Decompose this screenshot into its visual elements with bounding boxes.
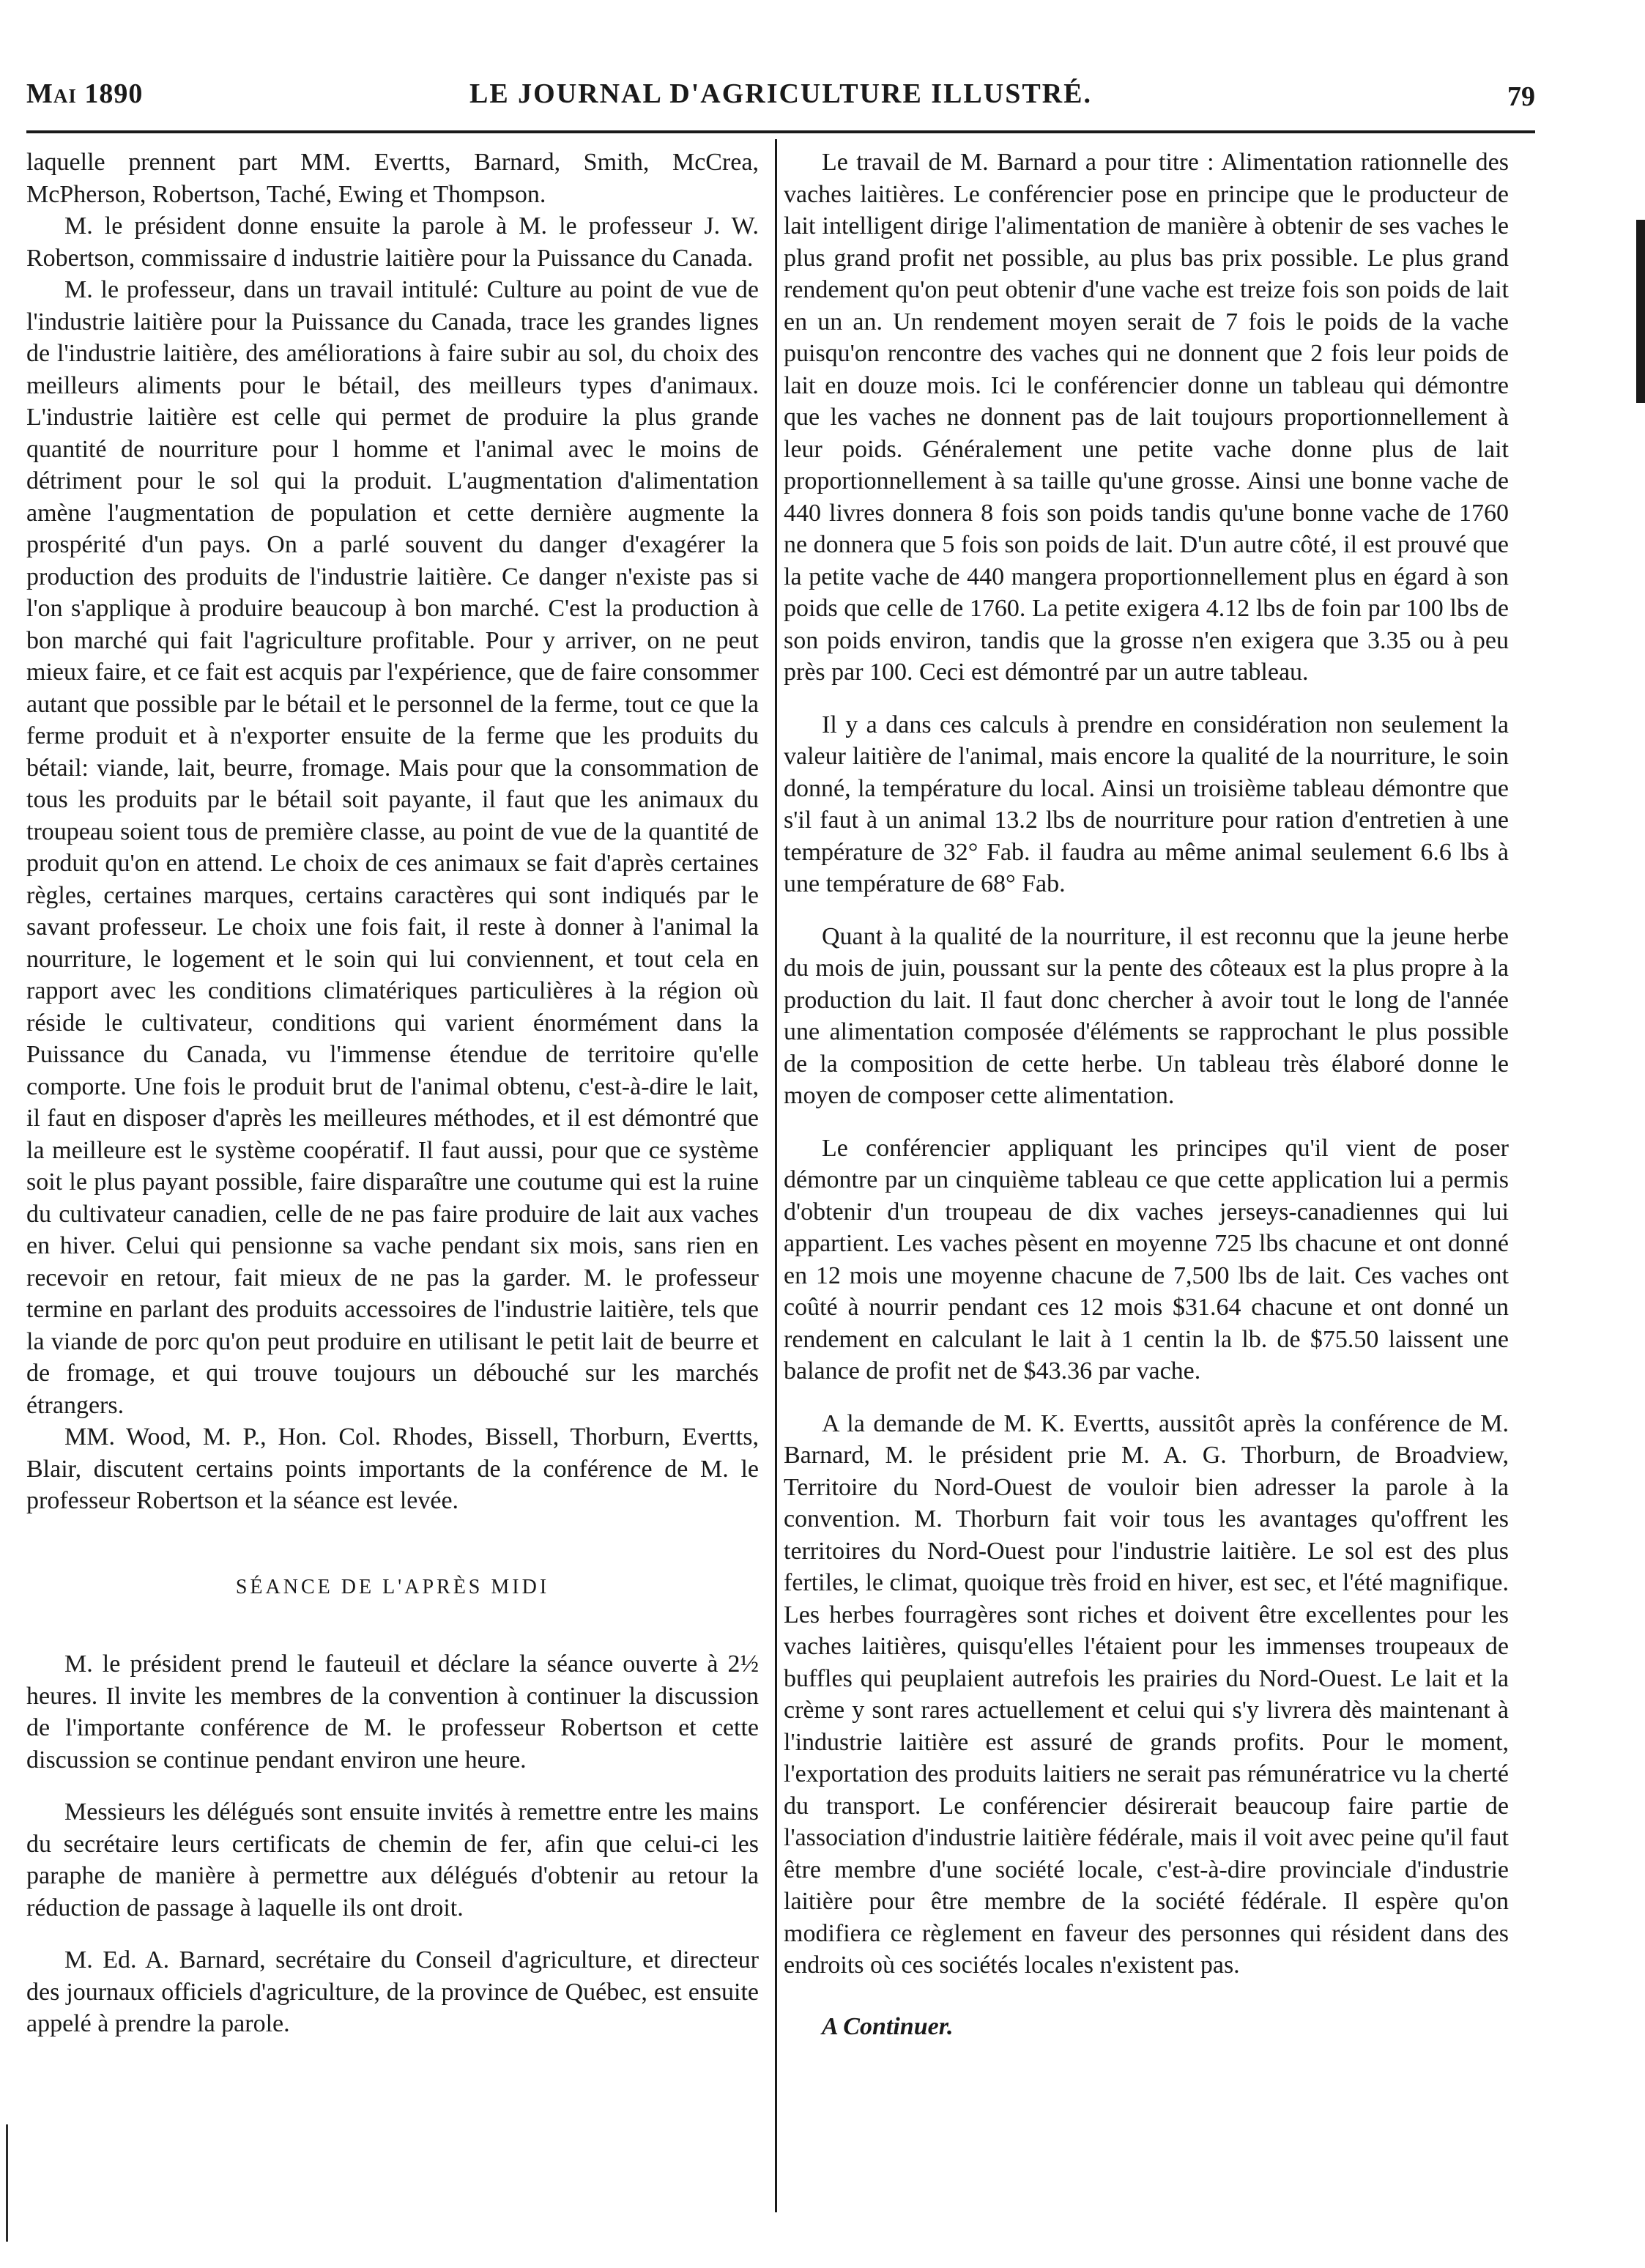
paragraph: M. le président prend le fauteuil et déclare la séance ouverte à 2½ heures. Il invite les membres de la convention à continuer la discussion de l'importante conférence de M. le professeur Robertson et cette discussion se continue pendant environ une heure. <box>26 1650 759 1774</box>
journal-title: LE JOURNAL D'AGRICULTURE ILLUSTRÉ. <box>469 78 1092 109</box>
paragraph: MM. Wood, M. P., Hon. Col. Rhodes, Bissell, Thorburn, Evertts, Blair, discutent certains points importants de la conférence de M. le professeur Robertson et la séance est levée. <box>26 1423 759 1514</box>
margin-mark <box>1636 220 1645 403</box>
paragraph: A la demande de M. K. Evertts, aussitôt après la conférence de M. Barnard, M. le président prie M. A. G. Thorburn, de Broadview, Territoire du Nord-Ouest de vouloir bien adresser la parole à la convention. M. Thorburn fait voir tous les avantages qu'offrent les territoires du Nord-Ouest pour l'industrie laitière. Le sol est des plus fertiles, le climat, quoique très froid en hiver, est sec, et l'été magnifique. Les herbes fourragères sont riches et doivent être excellentes pour les vaches laitières, quisqu'elles l'étaient pour les immenses troupeaux de buffles qui peuplaient autrefois les prairies du Nord-Ouest. Le lait et la crème y sont rares actuellement et celui qui s'y livrera dès maintenant à l'industrie laitière est assuré de grands profits. Pour le moment, l'exportation des produits laitiers ne serait pas rémunératrice vu la cherté du transport. Le conférencier désirerait beaucoup faire partie de l'association d'industrie laitière fédérale, mais il voit avec peine qu'il faut être membre d'une société locale, c'est-à-dire provinciale d'industrie laitière pour être membre de la société fédérale. Il espère qu'on modifiera ce règlement en faveur des personnes qui résident dans des endroits où ces sociétés locales n'existent pas. <box>784 1409 1509 1979</box>
paragraph: Le travail de M. Barnard a pour titre : Alimentation rationnelle des vaches laitières. Le conférencier pose en principe que le producteur de lait intelligent dirige l'alimentation de manière à obtenir de ses vaches le plus grand profit net possible, au plus bas prix possible. Le plus grand rendement qu'on peut obtenir d'une vache est treize fois son poids de lait en un an. Un rendement moyen serait de 7 fois le poids de la vache puisqu'on rencontre des vaches qui ne donnent que 2 fois leur poids de lait en douze mois. Ici le conférencier donne un tableau qui démontre que les vaches ne donnent pas de lait toujours proportionnellement à leur poids. Généralement une petite vache donne plus de lait proportionnellement à sa taille qu'une grosse. Ainsi une bonne vache de 440 livres donnera 8 fois son poids tandis qu'une bonne vache de 1760 ne donnera que 5 fois son poids de lait. D'un autre côté, il est prouvé que la petite vache de 440 mangera proportionnellement plus en égard à son poids que celle de 1760. La petite exigera 4.12 lbs de foin par 100 lbs de son poids environ, tandis que la grosse n'en exigera que 3.35 ou à peu près par 100. Ceci est démontré par un autre tableau. <box>784 149 1509 686</box>
section-heading: SÉANCE DE L'APRÈS MIDI <box>235 1575 550 1598</box>
header-date: Mai 1890 <box>26 78 144 109</box>
paragraph: M. le président donne ensuite la parole à M. le professeur J. W. Robertson, commissaire d industrie laitière pour la Puissance du Canada. <box>26 212 759 272</box>
edge-mark <box>6 2124 8 2242</box>
column-divider <box>775 139 777 2212</box>
right-column <box>784 147 1509 2042</box>
paragraph: Messieurs les délégués sont ensuite invités à remettre entre les mains du secrétaire leurs certificats de chemin de fer, afin que celui-ci les paraphe de manière à permettre aux délégués d'obtenir au retour la réduction de passage à laquelle ils ont droit. <box>26 1798 759 1922</box>
paragraph: M. Ed. A. Barnard, secrétaire du Conseil d'agriculture, et directeur des journaux officiels d'agriculture, de la province de Québec, est ensuite appelé à prendre la parole. <box>26 1946 759 2037</box>
continuation-note: A Continuer. <box>822 2012 954 2040</box>
page-number: 79 <box>1507 81 1535 112</box>
paragraph: Il y a dans ces calculs à prendre en considération non seulement la valeur laitière de l'animal, mais encore la qualité de la nourriture, le soin donné, la température du local. Ainsi un troisième tableau démontre que s'il faut à un animal 13.2 lbs de nourriture pour ration d'entretien à une température de 32° Fab. il faudra au même animal seulement 6.6 lbs à une température de 68° Fab. <box>784 711 1509 897</box>
paragraph: Quant à la qualité de la nourriture, il est reconnu que la jeune herbe du mois de juin, poussant sur la pente des côteaux est la plus propre à la production du lait. Il faut donc chercher à avoir tout le long de l'année une alimentation composée d'éléments se rapprochant le plus possible de la composition de cette herbe. Un tableau très élaboré donne le moyen de composer cette alimentation. <box>784 922 1509 1109</box>
paragraph: M. le professeur, dans un travail intitulé: Culture au point de vue de l'industrie laitière pour la Puissance du Canada, trace les grandes lignes de l'industrie laitière, des améliorations à faire subir au sol, du choix des meilleurs aliments pour le bétail, des meilleurs types d'animaux. L'industrie laitière est celle qui permet de produire la plus grande quantité de nourriture pour l homme et l'animal avec le moins de détriment pour le sol qui la produit. L'augmentation d'alimentation amène l'augmentation de population et cette dernière augmente la prospérité d'un pays. On a parlé souvent du danger d'exagérer la production des produits de l'industrie laitière. Ce danger n'existe pas si l'on s'applique à produire beaucoup à bon marché. C'est la production à bon marché qui fait l'agriculture profitable. Pour y arriver, on ne peut mieux faire, et ce fait est acquis par l'expérience, que de faire consommer autant que possible par le bétail et le personnel de la ferme, tout ce que la ferme produit et à n'exporter ensuite de la ferme que les produits du bétail: viande, lait, beurre, fromage. Mais pour que la consommation de tous les produits par le bétail soit payante, il faut que les animaux du troupeau soient tous de première classe, au point de vue de la quantité de produit qu'on en attend. Le choix de ces animaux se fait d'après certaines règles, certaines marques, certains caractères qui sont indiqués par le savant professeur. Le choix une fois fait, il reste à donner à l'animal la nourriture, le logement et le soin qui lui conviennent, et tout cela en rapport avec les conditions climatériques particulières à la région où réside le cultivateur, conditions qui varient énormément dans la Puissance du Canada, vu l'immense étendue de territoire qu'elle comporte. Une fois le produit brut de l'animal obtenu, c'est-à-dire le lait, il faut en disposer d'après les meilleures méthodes, et il est démontré que la meilleure est le système coopératif. Il faut aussi, pour que ce système soit le plus payant possible, faire disparaître une coutume qui est la ruine du cultivateur canadien, celle de ne pas faire produire de lait aux vaches en hiver. Celui qui pensionne sa vache pendant six mois, sans rien en recevoir en retour, fait mieux de ne pas la garder. M. le professeur termine en parlant des produits accessoires de l'industrie laitière, tels que la viande de porc qu'on peut produire en utilisant le petit lait de beurre et de fromage, et qui trouve toujours un débouché sur les marchés étrangers. <box>26 276 759 1419</box>
paragraph: laquelle prennent part MM. Evertts, Barnard, Smith, McCrea, McPherson, Robertson, Taché, Ewing et Thompson. <box>26 149 759 208</box>
paragraph: Le conférencier appliquant les principes qu'il vient de poser démontre par un cinquième tableau ce que cette application lui a permis d'obtenir d'un troupeau de dix vaches jerseys-canadiennes qui lui appartient. Les vaches pèsent en moyenne 725 lbs chacune et ont donné en 12 mois une moyenne chacune de 7,500 lbs de lait. Ces vaches ont coûté à nourrir pendant ces 12 mois $31.64 chacune et ont donné un rendement en calculant le lait à 1 centin la lb. de $75.50 laissent une balance de profit net de $43.36 par vache. <box>784 1134 1509 1385</box>
header-rule <box>26 130 1535 133</box>
page-header <box>26 70 1535 122</box>
left-column <box>26 147 759 2040</box>
